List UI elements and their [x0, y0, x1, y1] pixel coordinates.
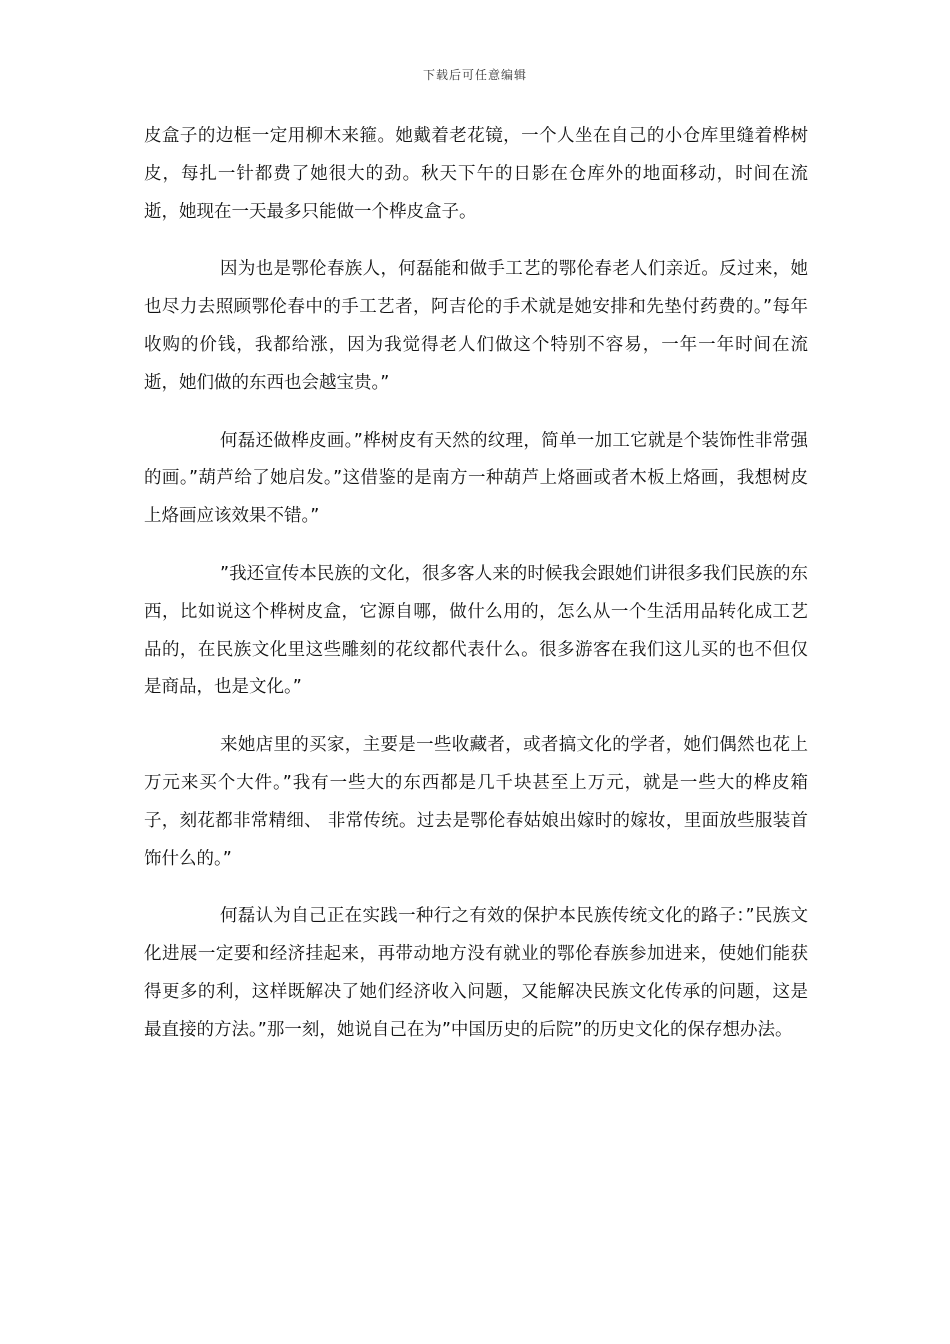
paragraph-3: 何磊还做桦皮画。”桦树皮有天然的纹理，简单一加工它就是个装饰性非常强的画。”葫芦给了她启发。”这借鉴的是南方一种葫芦上烙画或者木板上烙画，我想树皮上烙画应该效果不错。”: [144, 430, 808, 527]
article-body: [144, 118, 808, 1070]
paragraph-6: 何磊认为自己正在实践一种行之有效的保护本民族传统文化的路子：”民族文化进展一定要和经济挂起来，再带动地方没有就业的鄂伦春族参加进来，使她们能获得更多的利，这样既解决了她们经济收入问题，又能解决民族文化传承的问题，这是最直接的方法。”那一刻，她说自己在为”中国历史的后院”的历史文化的保存想办法。: [144, 906, 808, 1040]
paragraph-5: 来她店里的买家，主要是一些收藏者，或者搞文化的学者，她们偶然也花上万元来买个大件。”我有一些大的东西都是几千块甚至上万元，就是一些大的桦皮箱子，刻花都非常精细、 非常传统。过去是鄂伦春姑娘出嫁时的嫁妆，里面放些服装首饰什么的。”: [144, 735, 808, 869]
paragraph-2: 因为也是鄂伦春族人，何磊能和做手工艺的鄂伦春老人们亲近。反过来，她也尽力去照顾鄂伦春中的手工艺者，阿吉伦的手术就是她安排和先垫付药费的。”每年收购的价钱，我都给涨，因为我觉得老人们做这个特别不容易，一年一年时间在流逝，她们做的东西也会越宝贵。”: [144, 259, 808, 393]
paragraph-4: ”我还宣传本民族的文化，很多客人来的时候我会跟她们讲很多我们民族的东西，比如说这个桦树皮盒，它源自哪，做什么用的，怎么从一个生活用品转化成工艺品的，在民族文化里这些雕刻的花纹都代表什么。很多游客在我们这儿买的也不但仅是商品，也是文化。”: [144, 563, 808, 698]
paragraph-1: 皮盒子的边框一定用柳木来箍。她戴着老花镜，一个人坐在自己的小仓库里缝着桦树皮，每扎一针都费了她很大的劲。秋天下午的日影在仓库外的地面移动，时间在流逝，她现在一天最多只能做一个桦皮盒子。: [144, 126, 808, 222]
page-header: 下载后可任意编辑: [422, 68, 527, 82]
